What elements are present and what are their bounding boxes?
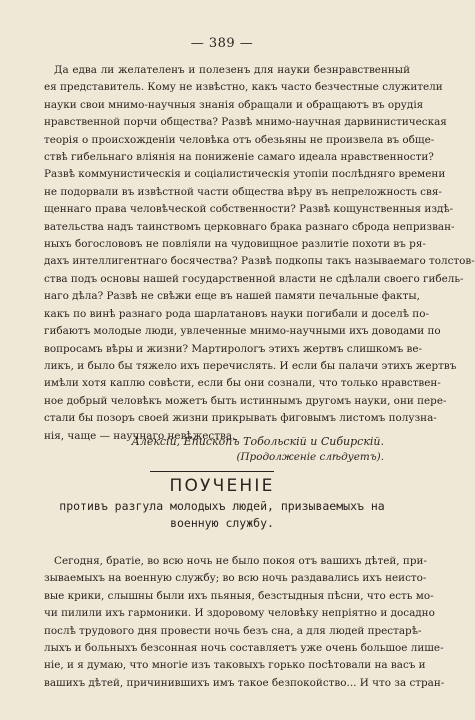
article-line: гибаютъ молодые люди, увлеченные мнимо-научными ихъ доводами по [44,325,441,338]
article-line: какъ по винѣ разнаго рода шарлатановъ науки погибали и доселѣ по- [44,307,429,320]
section-subtitle [0,498,444,532]
article-line: имѣли хотя каплю совѣсти, если бы они сознали, что только нравствен- [44,377,441,390]
sermon-line: Сегодня, братіе, во всю ночь не было покоя отъ вашихъ дѣтей, при- [54,555,427,567]
article-line: ликъ, и было бы тяжело ихъ перечислять. И если бы палачи этихъ жертвъ [44,359,457,372]
sermon-line: ніе, и я думаю, что многіе изъ таковыхъ горько посѣтовали на васъ и [44,659,426,672]
article-line: вательства надъ таинствомъ церковнаго брака разнаго сброда непризван- [44,220,455,233]
sermon-line: вые крики, слышны были ихъ пьяныя, безстыдныя пѣсни, что есть мо- [44,589,434,602]
sermon-line: послѣ трудового дня провести ночь безъ сна, а для людей престарѣ- [44,624,422,637]
article-text [44,62,475,445]
article-line: нія, чаще — научнаго невѣжества. [44,429,236,442]
article-line: наго дѣла? Развѣ не свѣжи еще въ нашей памяти печальные факты, [44,290,420,303]
author-signature: Алексій, Епископъ Тобольскій и Сибирскій. [131,435,384,448]
article-line: ства подъ основы нашей государственной власти не сдѣлали своего гибель- [44,272,464,285]
to-be-continued-note: (Продолженіе слѣдуетъ). [236,451,384,463]
article-line: нравственной порчи общества? Развѣ мнимо-научная дарвинистическая [44,116,447,129]
article-line: вопросамъ вѣры и жизни? Мартирологъ этихъ жертвъ слишкомъ ве- [44,342,423,355]
sermon-line: вашихъ дѣтей, причинившихъ имъ такое безпокойство... И что за стран- [44,676,445,689]
article-line: дахъ интеллигентнаго босячества? Развѣ подкопы такъ называемаго толстов- [44,255,475,268]
sermon-text [44,553,445,692]
article-line: Развѣ коммунистическія и соціалистическія утопіи послѣдняго времени [44,168,446,181]
sermon-line: зываемыхъ на военную службу; во всю ночь раздавались ихъ неисто- [44,572,427,585]
article-line: теорія о происхожденіи человѣка отъ обезьяны не произвела въ обще- [44,133,435,146]
subtitle-line: противъ разгула молодыхъ людей, призываемыхъ на [59,499,385,513]
sermon-line: чи пилили ихъ гармоники. И здоровому человѣку непріятно и досадно [44,607,435,620]
article-line: щеннаго права человѣческой собственности? Развѣ кощунственныя издѣ- [44,203,454,216]
section-title: ПОУЧЕНІЕ [169,476,275,496]
article-line: ствѣ гибельнаго вліянія на пониженіе самаго идеала нравственности? [44,151,434,164]
article-line: ное добрый человѣкъ можетъ быть истиннымъ другомъ науки, они пере- [44,394,447,407]
article-line: не подорвали въ извѣстной части общества вѣру въ непреложность свя- [44,185,442,198]
page-number: — 389 — [190,36,254,51]
section-divider [150,471,274,472]
article-line: ея представитель. Кому не извѣстно, какъ часто безчестные служители [44,81,443,94]
article-line: ныхъ богослововъ не повліяли на чудовищное разлитіе похоти въ ря- [44,238,426,251]
sermon-line: лыхъ и больныхъ безсонная ночь составляетъ уже очень большое лише- [44,642,444,655]
subtitle-line: военную службу. [170,516,274,530]
article-line: стали бы позоръ своей жизни прикрывать фиговымъ листомъ полузна- [44,412,437,425]
article-line: Да едва ли желателенъ и полезенъ для науки безнравственный [54,64,410,76]
article-line: науки свои мнимо-научныя знанія обращали и обращаютъ въ орудія [44,98,424,111]
